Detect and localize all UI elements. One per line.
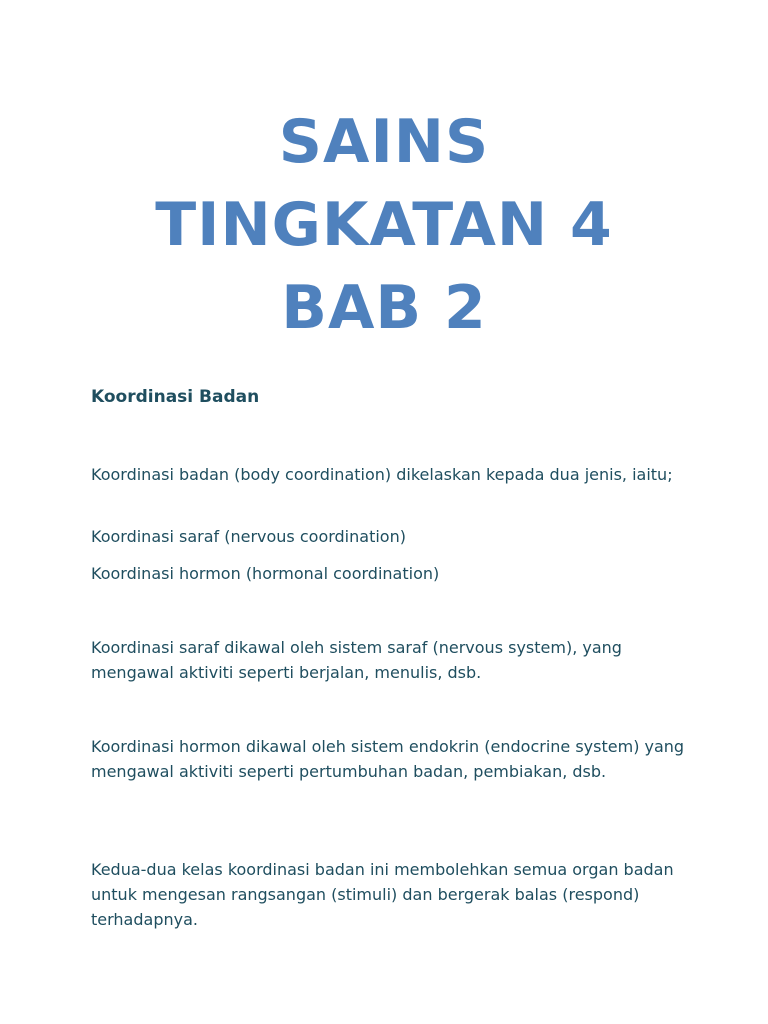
title-line-1: SAINS — [278, 107, 490, 177]
title-line-2: TINGKATAN 4 — [155, 190, 613, 260]
paragraph-nervous-system: Koordinasi saraf dikawal oleh sistem saraf (nervous system), yang mengawal aktiviti seperti berjalan, menulis, dsb. — [91, 638, 622, 682]
paragraph-intro: Koordinasi badan (body coordination) dikelaskan kepada dua jenis, iaitu; — [91, 465, 673, 484]
paragraph-hormonal-item: Koordinasi hormon (hormonal coordination) — [91, 564, 440, 583]
paragraph-endocrine-system: Koordinasi hormon dikawal oleh sistem endokrin (endocrine system) yang mengawal aktiviti seperti pertumbuhan badan, pembiakan, dsb. — [91, 737, 685, 781]
paragraph-nervous-item: Koordinasi saraf (nervous coordination) — [91, 527, 406, 546]
title-line-3: BAB 2 — [281, 273, 487, 343]
section-heading: Koordinasi Badan — [91, 387, 260, 407]
paragraph-conclusion: Kedua-dua kelas koordinasi badan ini membolehkan semua organ badan untuk mengesan rangsangan (stimuli) dan bergerak balas (respond) terhadapnya. — [91, 860, 674, 929]
